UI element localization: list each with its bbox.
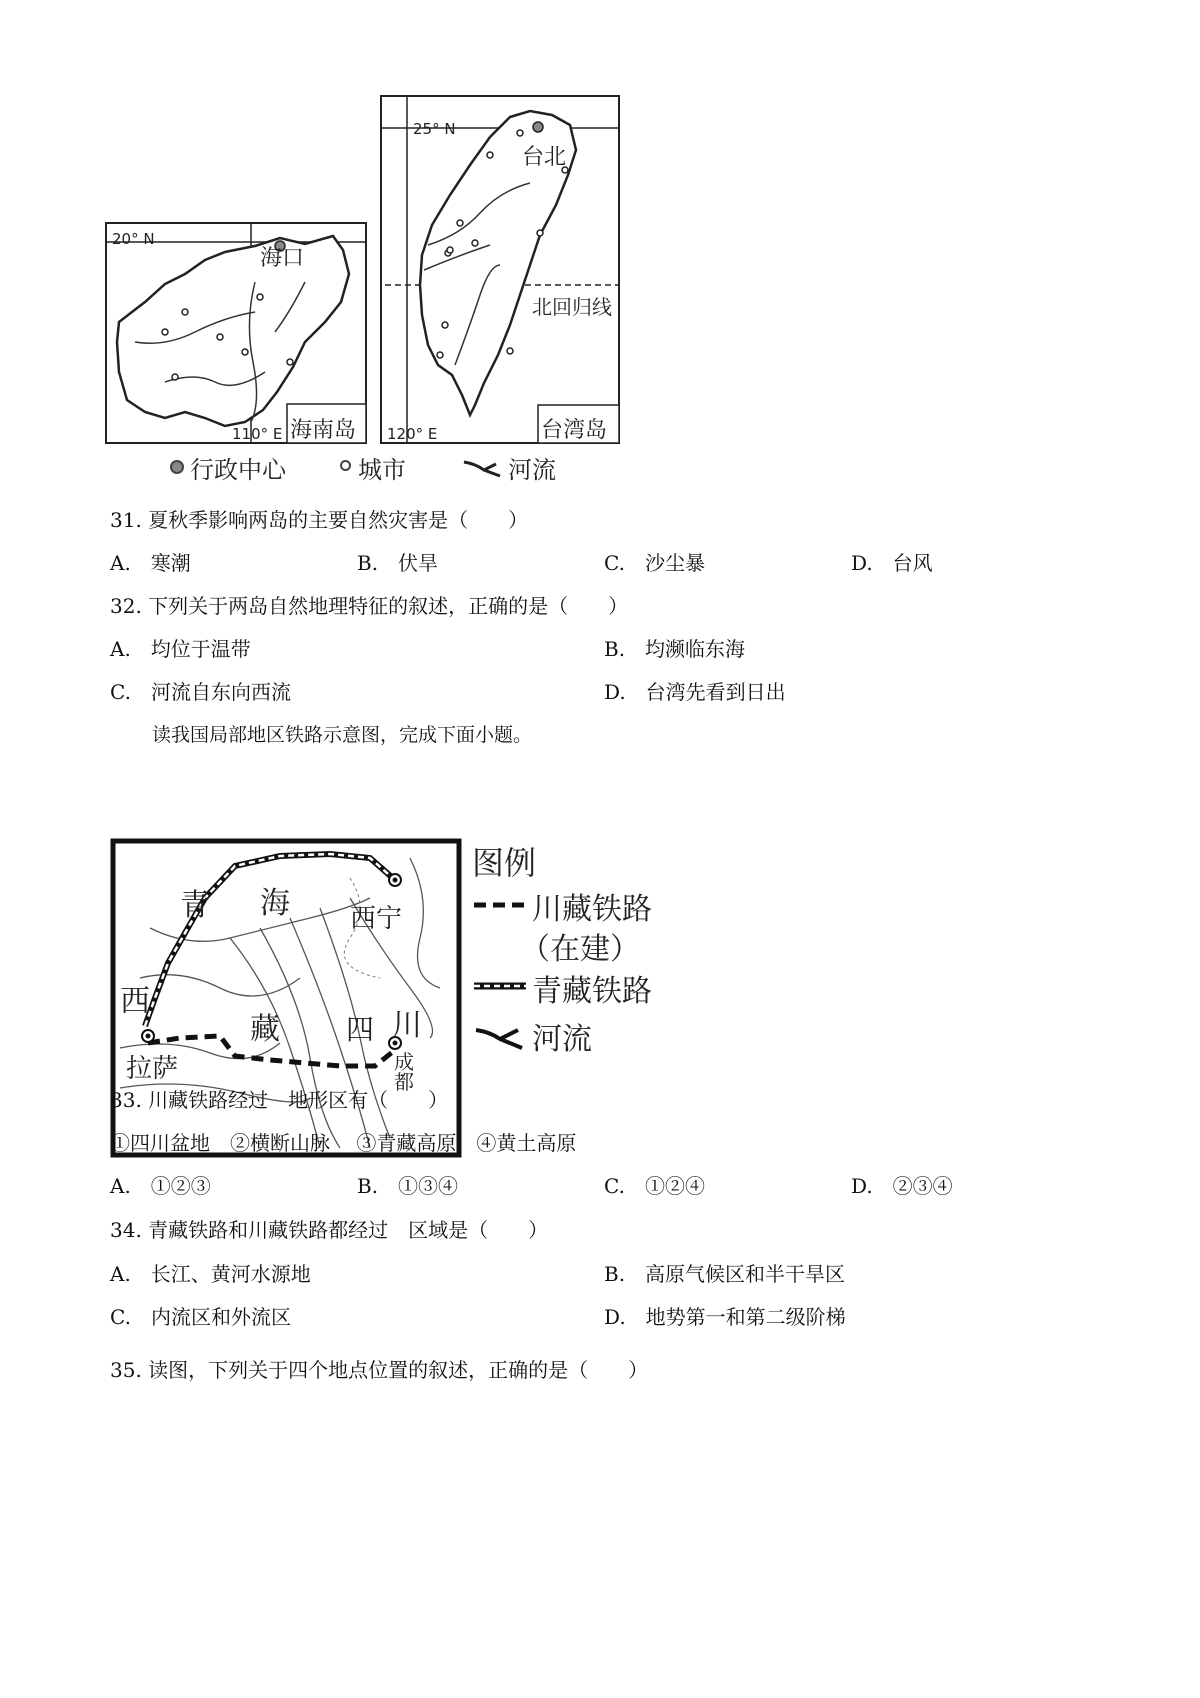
q34-option-b[interactable]: B. 高原气候区和半干旱区 bbox=[604, 1262, 846, 1286]
q32-option-a[interactable]: A. 均位于温带 bbox=[110, 637, 251, 661]
legend-chuanzang-note: （在建） bbox=[520, 932, 640, 967]
hainan-name: 海南岛 bbox=[290, 418, 357, 443]
taipei-label: 台北 bbox=[522, 145, 567, 170]
q32-option-c[interactable]: C. 河流自东向西流 bbox=[110, 680, 291, 704]
question-32: 32. 下列关于两岛自然地理特征的叙述，正确的是（ ） bbox=[110, 594, 629, 618]
taiwan-lat-label: 25° N bbox=[413, 120, 456, 138]
tropic-label: 北回归线 bbox=[532, 295, 612, 319]
river-icon bbox=[462, 458, 502, 478]
q32-option-d[interactable]: D. 台湾先看到日出 bbox=[604, 680, 786, 704]
intro-text: 读我国局部地区铁路示意图，完成下面小题。 bbox=[152, 724, 533, 746]
legend-river-label: 河流 bbox=[508, 456, 556, 484]
map-label-hai: 海 bbox=[260, 886, 290, 921]
map-label-zang: 藏 bbox=[250, 1012, 280, 1047]
q33-option-b[interactable]: B. ①③④ bbox=[357, 1174, 459, 1198]
legend-title: 图例 bbox=[472, 844, 537, 882]
map-label-xi: 西 bbox=[120, 984, 150, 1019]
q33-option-a[interactable]: A. ①②③ bbox=[110, 1174, 211, 1198]
q32-option-b[interactable]: B. 均濒临东海 bbox=[604, 637, 746, 661]
map-label-xining: 西宁 bbox=[350, 904, 403, 934]
map-label-chuan: 川 bbox=[392, 1008, 422, 1043]
question-33: 33. 川藏铁路经过 地形区有（ ） bbox=[110, 1088, 449, 1112]
map-label-lasa: 拉萨 bbox=[126, 1054, 179, 1084]
taiwan-lon-label: 120° E bbox=[387, 425, 438, 443]
fig1-legend bbox=[170, 450, 640, 490]
legend-admin-label: 行政中心 bbox=[190, 456, 286, 484]
legend-river-label-2: 河流 bbox=[532, 1022, 592, 1057]
q33-option-c[interactable]: C. ①②④ bbox=[604, 1174, 705, 1198]
map-label-si: 四 bbox=[346, 1013, 375, 1046]
q31-option-d[interactable]: D. 台风 bbox=[851, 551, 933, 575]
hainan-map bbox=[105, 222, 367, 444]
question-35: 35. 读图，下列关于四个地点位置的叙述，正确的是（ ） bbox=[110, 1358, 649, 1382]
q33-option-d[interactable]: D. ②③④ bbox=[851, 1174, 953, 1198]
q31-option-c[interactable]: C. 沙尘暴 bbox=[604, 551, 705, 575]
hainan-lat-label: 20° N bbox=[112, 230, 155, 248]
taiwan-map bbox=[380, 95, 620, 444]
haikou-label: 海口 bbox=[260, 246, 305, 271]
qingzang-railway-icon bbox=[472, 980, 528, 992]
figure-islands bbox=[100, 95, 640, 495]
fig2-legend bbox=[470, 838, 670, 1088]
legend-chuanzang-label: 川藏铁路 bbox=[532, 892, 652, 927]
map-label-chengdu: 成都 bbox=[394, 1050, 414, 1094]
river-icon-2 bbox=[474, 1024, 524, 1050]
admin-center-icon bbox=[170, 460, 184, 474]
q31-option-a[interactable]: A. 寒潮 bbox=[110, 551, 191, 575]
question-31: 31. 夏秋季影响两岛的主要自然灾害是（ ） bbox=[110, 508, 529, 532]
q34-option-d[interactable]: D. 地势第一和第二级阶梯 bbox=[604, 1305, 846, 1329]
map-label-qing: 青 bbox=[180, 888, 210, 923]
q33-items: ①四川盆地 ②横断山脉 ③青藏高原 ④黄土高原 bbox=[110, 1131, 577, 1155]
taiwan-name: 台湾岛 bbox=[541, 418, 608, 443]
q31-option-b[interactable]: B. 伏旱 bbox=[357, 551, 439, 575]
city-icon bbox=[340, 460, 351, 471]
hainan-lon-label: 110° E bbox=[232, 425, 283, 443]
legend-qingzang-label: 青藏铁路 bbox=[532, 974, 652, 1009]
chuanzang-railway-icon bbox=[472, 900, 528, 910]
q34-option-a[interactable]: A. 长江、黄河水源地 bbox=[110, 1262, 311, 1286]
question-34: 34. 青藏铁路和川藏铁路都经过 区域是（ ） bbox=[110, 1218, 549, 1242]
legend-city-label: 城市 bbox=[358, 456, 406, 484]
q34-option-c[interactable]: C. 内流区和外流区 bbox=[110, 1305, 291, 1329]
